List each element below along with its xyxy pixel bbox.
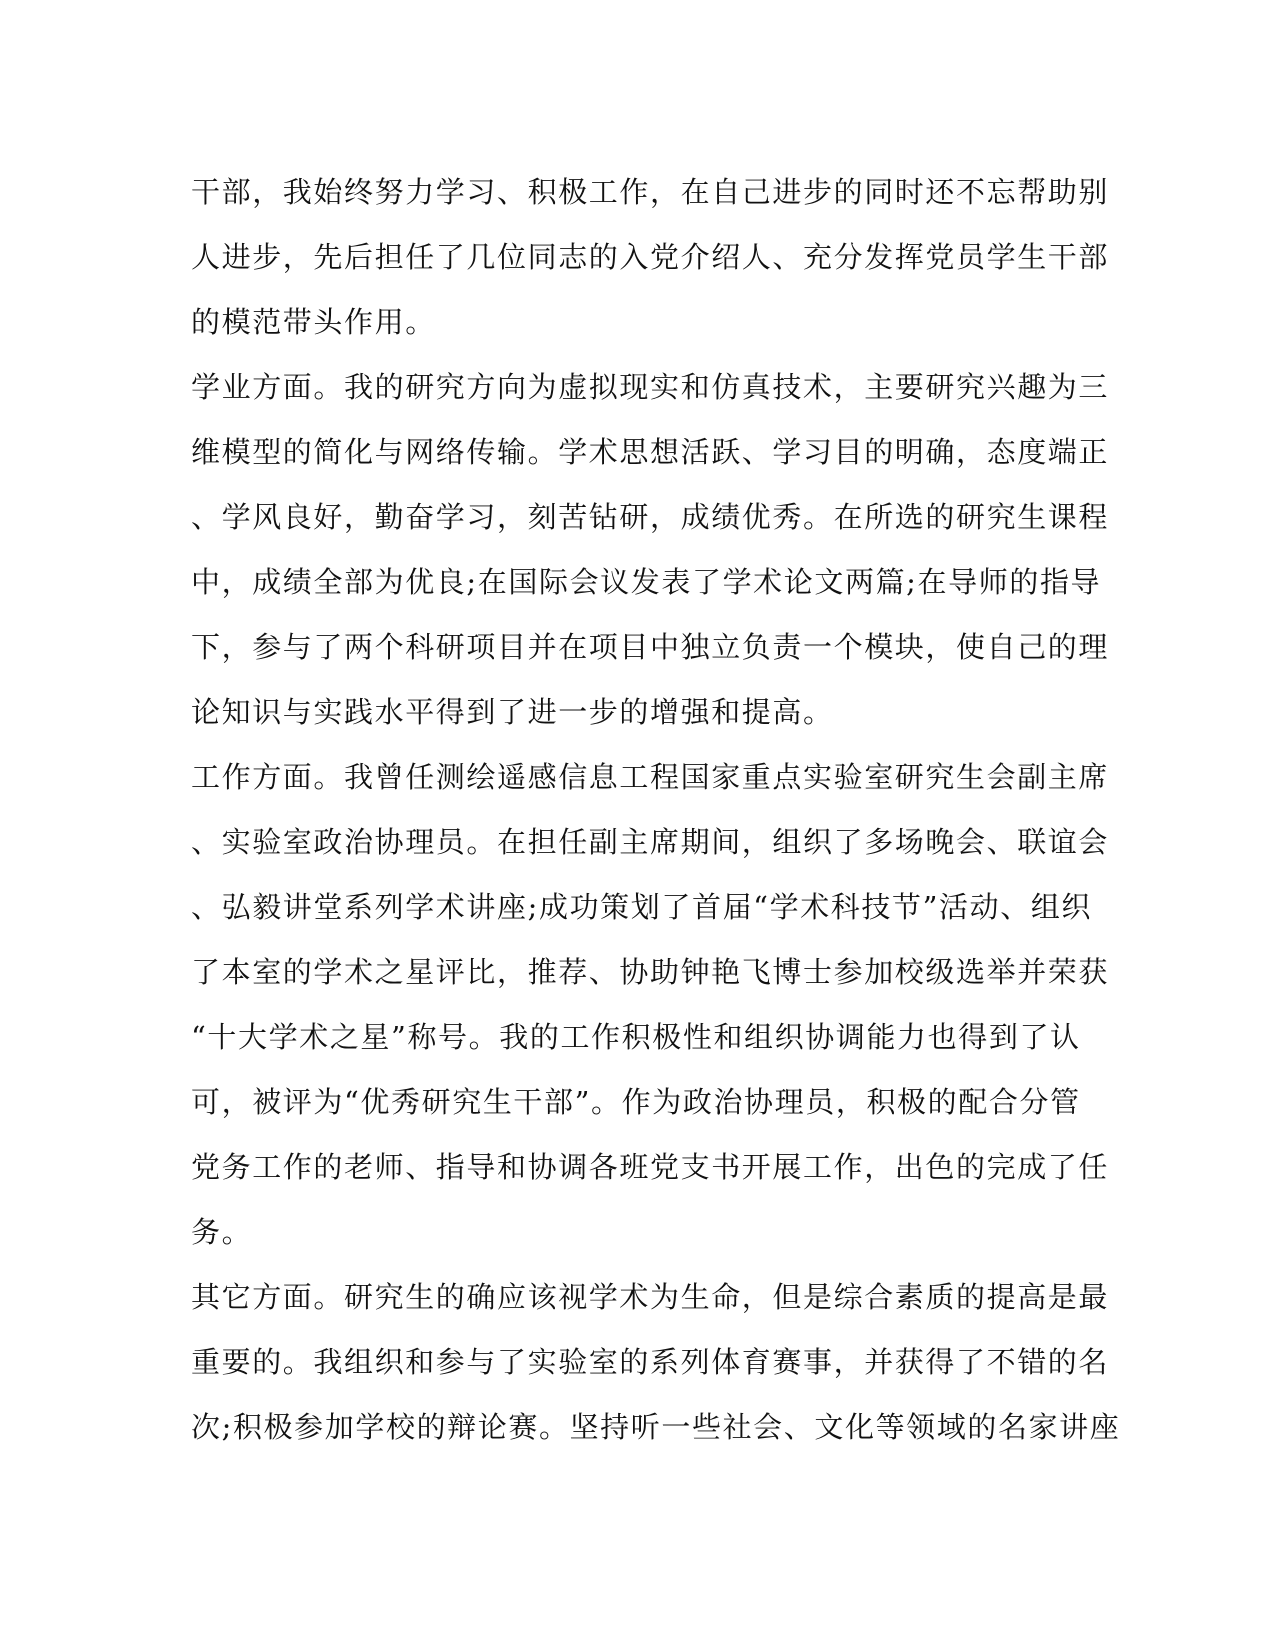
text-line: 次;积极参加学校的辩论赛。坚持听一些社会、文化等领域的名家讲座 [191, 1410, 1121, 1444]
text-line: 人进步，先后担任了几位同志的入党介绍人、充分发挥党员学生干部 [191, 240, 1110, 274]
text-line: “十大学术之星”称号。我的工作积极性和组织协调能力也得到了认 [191, 1020, 1081, 1054]
text-line: 重要的。我组织和参与了实验室的系列体育赛事，并获得了不错的名 [191, 1345, 1110, 1379]
text-line: 论知识与实践水平得到了进一步的增强和提高。 [191, 695, 834, 729]
text-line: 务。 [191, 1215, 253, 1249]
text-line: 、学风良好，勤奋学习，刻苦钻研，成绩优秀。在所选的研究生课程 [191, 500, 1110, 534]
text-line: 了本室的学术之星评比，推荐、协助钟艳飞博士参加校级选举并荣获 [191, 955, 1110, 989]
text-line: 党务工作的老师、指导和协调各班党支书开展工作，出色的完成了任 [191, 1150, 1110, 1184]
text-line: 下，参与了两个科研项目并在项目中独立负责一个模块，使自己的理 [191, 630, 1110, 664]
text-line: 中，成绩全部为优良;在国际会议发表了学术论文两篇;在导师的指导 [191, 565, 1102, 599]
text-line: 的模范带头作用。 [191, 305, 436, 339]
text-line: 可，被评为“优秀研究生干部”。作为政治协理员，积极的配合分管 [191, 1085, 1081, 1119]
text-line: 、实验室政治协理员。在担任副主席期间，组织了多场晚会、联谊会 [191, 825, 1110, 859]
text-line: 学业方面。我的研究方向为虚拟现实和仿真技术，主要研究兴趣为三 [191, 370, 1110, 404]
text-line: 其它方面。研究生的确应该视学术为生命，但是综合素质的提高是最 [191, 1280, 1110, 1314]
document-body [191, 160, 1121, 1460]
text-line: 、弘毅讲堂系列学术讲座;成功策划了首届“学术科技节”活动、组织 [191, 890, 1093, 924]
text-line: 干部，我始终努力学习、积极工作，在自己进步的同时还不忘帮助别 [191, 175, 1110, 209]
text-line: 工作方面。我曾任测绘遥感信息工程国家重点实验室研究生会副主席 [191, 760, 1110, 794]
text-line: 维模型的简化与网络传输。学术思想活跃、学习目的明确，态度端正 [191, 435, 1110, 469]
